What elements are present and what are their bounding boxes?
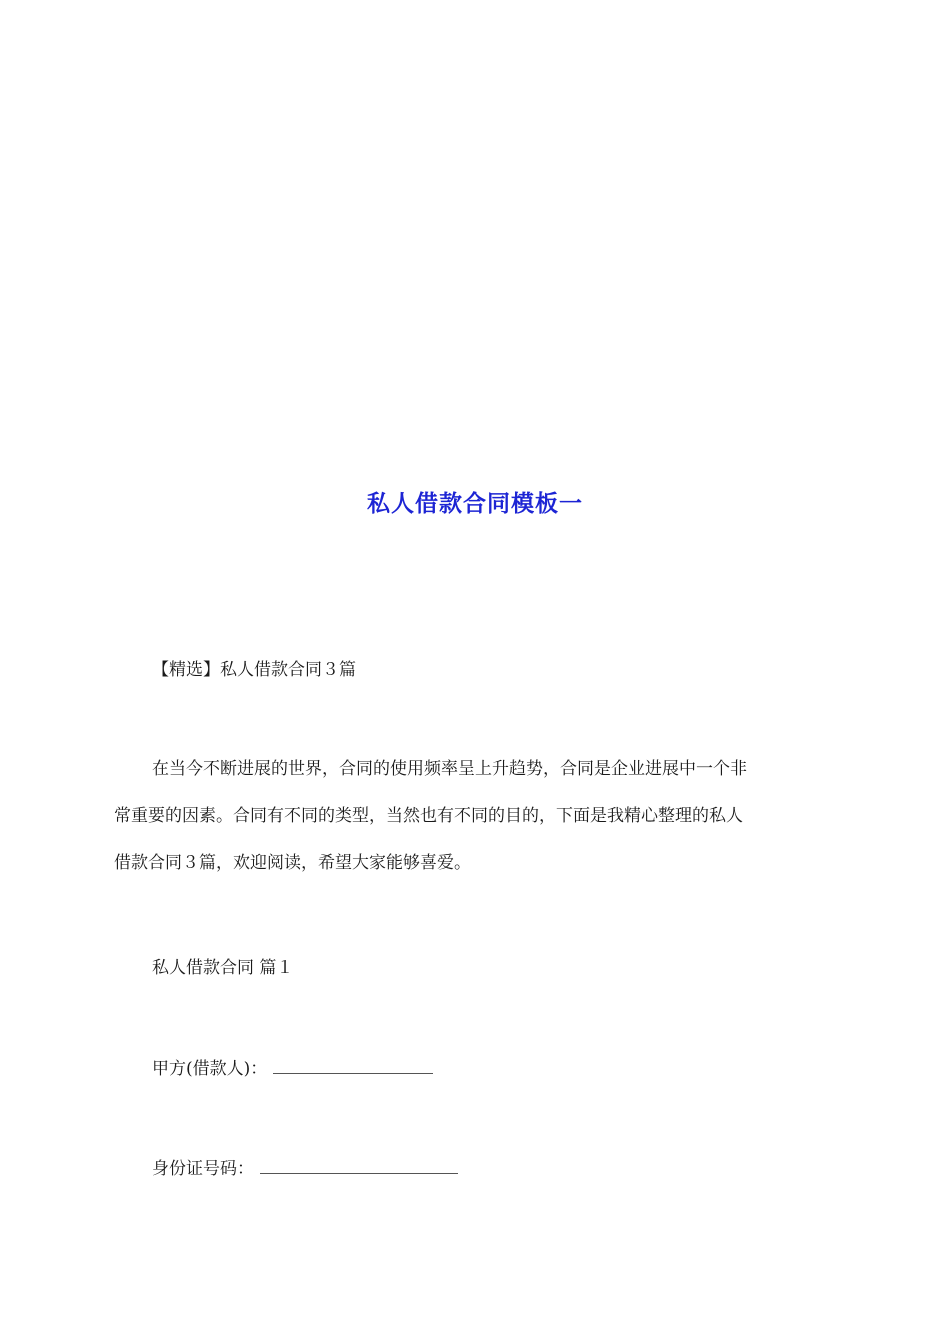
intro-line: 借款合同３篇，欢迎阅读，希望大家能够喜爱。 [114, 853, 471, 873]
intro-paragraph [114, 756, 838, 897]
id-number-label: 身份证号码： [152, 1159, 254, 1179]
id-number-blank-line [260, 1155, 458, 1174]
document-subtitle: 【精选】私人借款合同３篇 [152, 660, 356, 680]
party-a-field [152, 1055, 433, 1082]
intro-line: 常重要的因素。合同有不同的类型，当然也有不同的目的，下面是我精心整理的私人 [114, 806, 743, 826]
intro-line: 在当今不断进展的世界，合同的使用频率呈上升趋势，合同是企业进展中一个非 [152, 759, 747, 779]
section-heading: 私人借款合同 篇１ [152, 958, 294, 978]
id-number-field [152, 1155, 458, 1182]
party-a-label: 甲方(借款人)： [152, 1059, 268, 1079]
party-a-blank-line [273, 1055, 433, 1074]
document-title: 私人借款合同模板一 [367, 491, 583, 517]
